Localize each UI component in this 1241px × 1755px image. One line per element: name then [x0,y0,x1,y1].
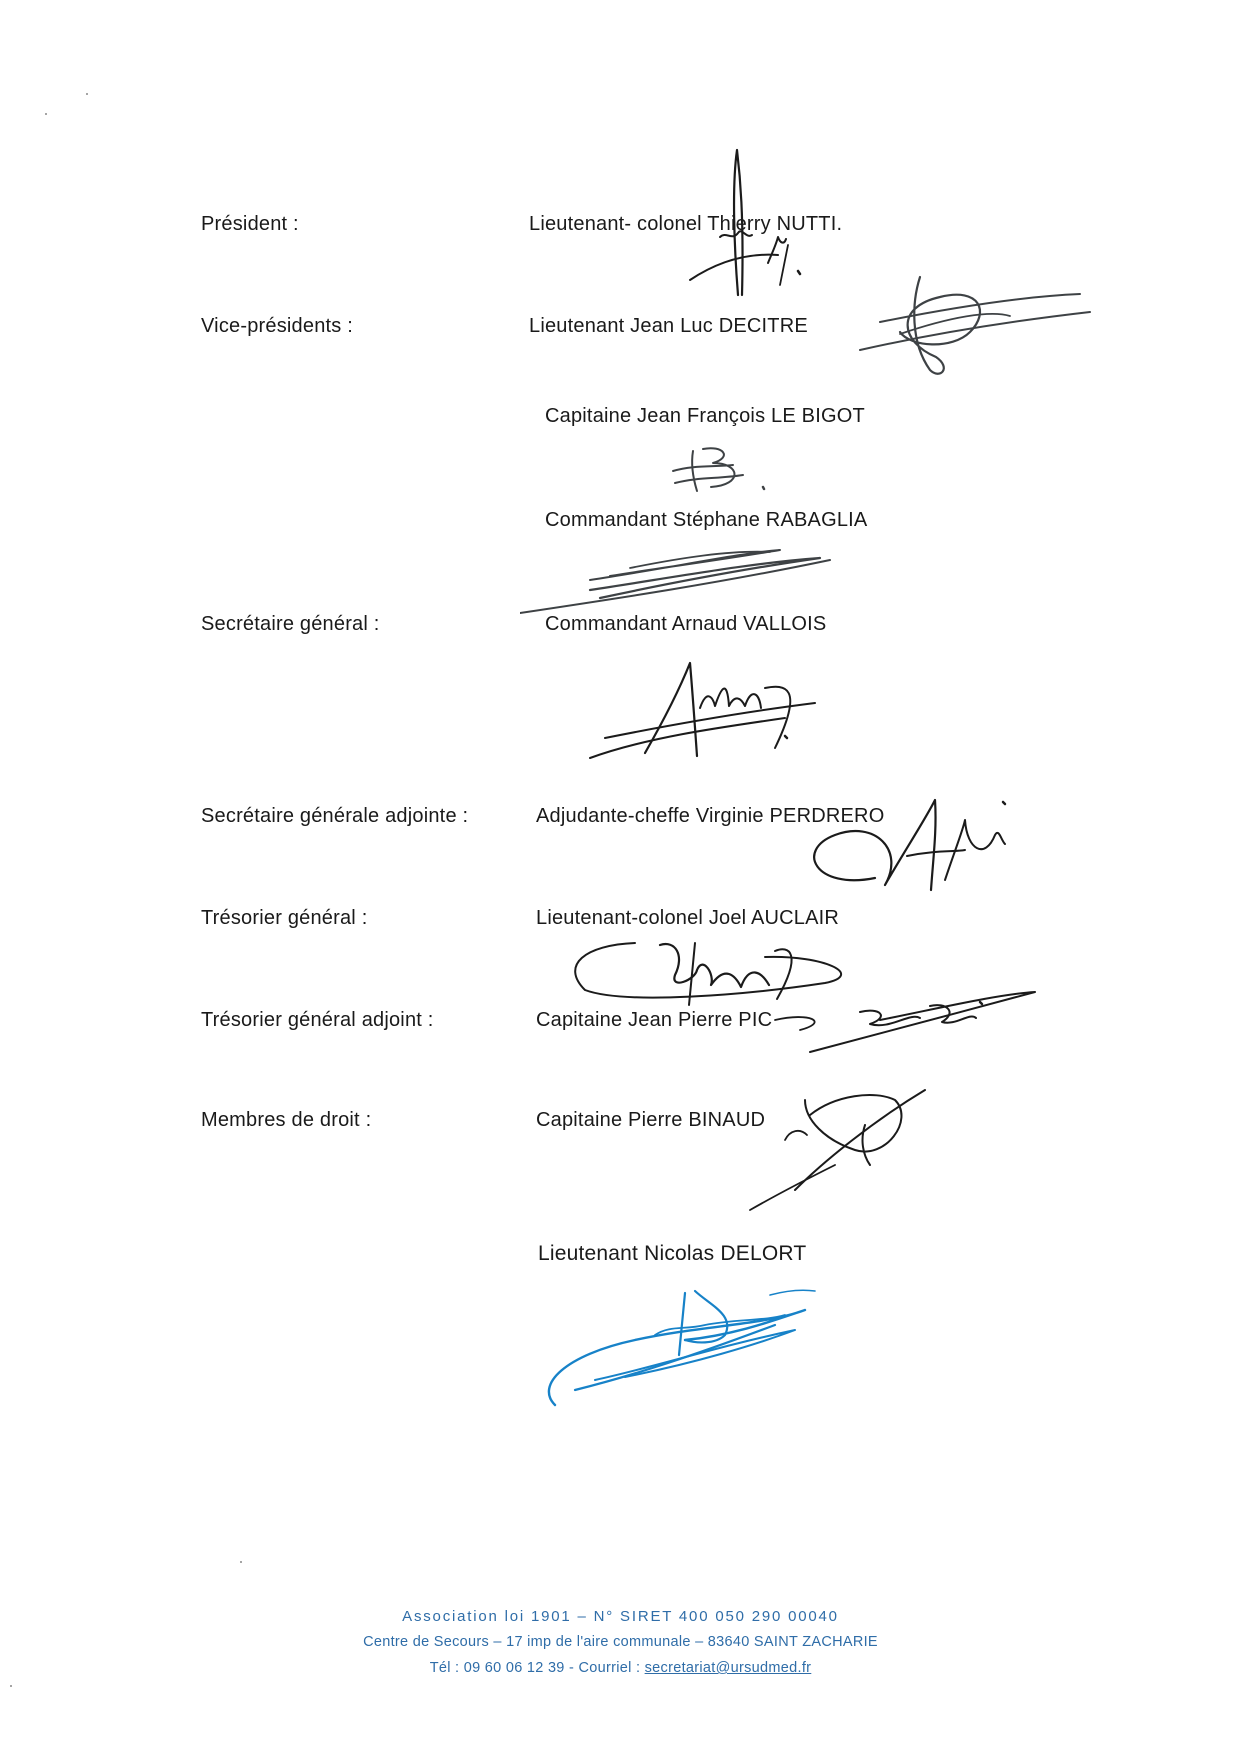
name-le-bigot: Capitaine Jean François LE BIGOT [545,405,865,427]
scan-speck [45,113,47,115]
role-vice-presidents: Vice-présidents : [201,315,353,337]
role-tresorier-general-adjoint: Trésorier général adjoint : [201,1009,434,1031]
name-vallois: Commandant Arnaud VALLOIS [545,613,827,635]
footer-contact [0,1660,1241,1676]
scan-speck [240,1561,242,1563]
signature-pic [770,982,1040,1057]
name-perdrero: Adjudante-cheffe Virginie PERDRERO [536,805,885,827]
signature-delort [535,1285,855,1415]
scan-speck [10,1685,12,1687]
name-auclair: Lieutenant-colonel Joel AUCLAIR [536,907,840,929]
name-delort: Lieutenant Nicolas DELORT [538,1242,807,1265]
signature-rabaglia [520,538,860,618]
signature-decitre [840,272,1100,387]
name-binaud: Capitaine Pierre BINAUD [536,1109,766,1131]
name-decitre: Lieutenant Jean Luc DECITRE [529,315,808,337]
signature-nutti [680,145,820,310]
name-pic: Capitaine Jean Pierre PIC [536,1009,773,1031]
signature-le-bigot [663,443,773,498]
signature-perdrero [795,790,1025,900]
footer-email-link[interactable]: secretariat@ursudmed.fr [644,1660,812,1676]
role-membres-de-droit: Membres de droit : [201,1109,372,1131]
name-nutti: Lieutenant- colonel Thierry NUTTI. [529,213,843,235]
footer-phone: Tél : 09 60 06 12 39 - Courriel : [429,1660,645,1676]
role-president: Président : [201,213,299,235]
footer-siret: Association loi 1901 – N° SIRET 400 050 290 00040 [402,1608,839,1625]
footer-address: Centre de Secours – 17 imp de l'aire communale – 83640 SAINT ZACHARIE [363,1634,878,1650]
role-tresorier-general: Trésorier général : [201,907,368,929]
scan-speck [86,93,88,95]
signature-binaud [745,1080,935,1215]
role-secretaire-generale-adjointe: Secrétaire générale adjointe : [201,805,469,827]
name-rabaglia: Commandant Stéphane RABAGLIA [545,509,868,531]
role-secretaire-general: Secrétaire général : [201,613,380,635]
signature-vallois [585,658,825,763]
